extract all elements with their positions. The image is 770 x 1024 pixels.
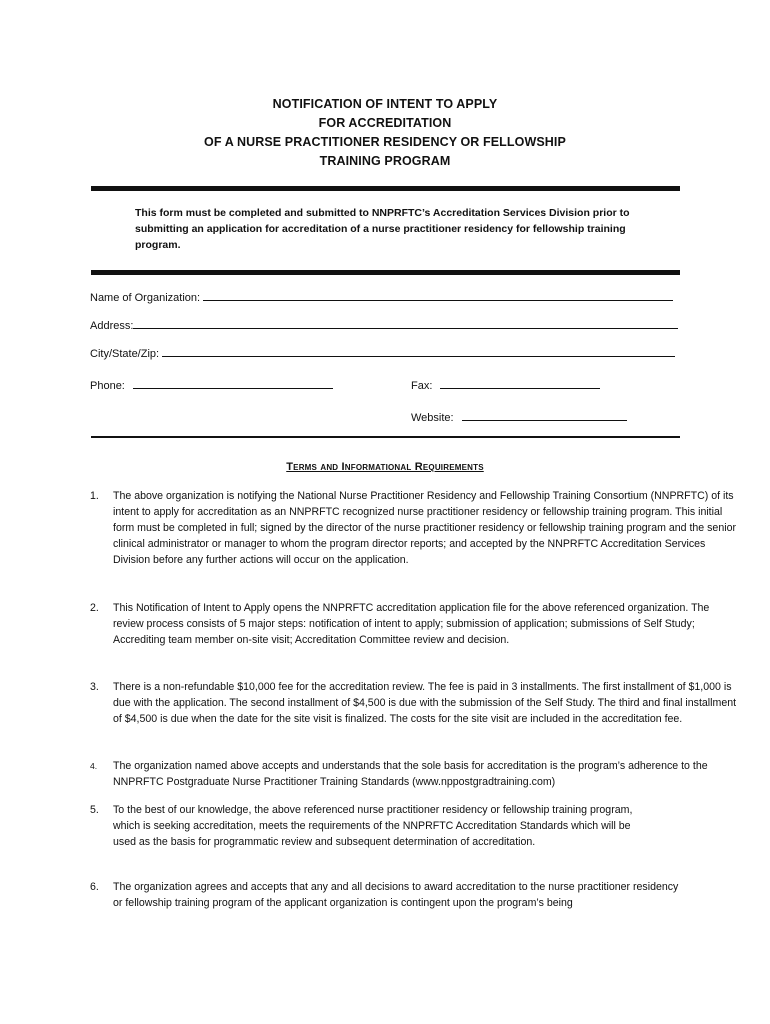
term-number: 2. <box>90 602 99 614</box>
terms-heading: Terms and Informational Requirements <box>286 461 484 473</box>
phone-field <box>90 378 333 393</box>
fax-field <box>411 378 600 393</box>
list-item <box>90 758 740 790</box>
term-text: The above organization is notifying the National Nurse Practitioner Residency and Fellowship Training Consortium (NNPRFTC) of its intent to apply for accreditation as an NNPRFTC recognized nurse practitioner residency or fellowship training program. This initial form must be completed in full; signed by the director of the nurse practitioner residency or fellowship training program and the senior clinical administrator or manager to whom the program director reports; and accepted by the NNPRFTC Accreditation Services Division before any further actions will occur on the application. <box>113 490 736 566</box>
list-item <box>90 679 740 727</box>
fax-input[interactable] <box>440 378 600 389</box>
list-item <box>90 802 740 850</box>
title-line-1: NOTIFICATION OF INTENT TO APPLY <box>272 97 498 111</box>
organization-name-field <box>90 290 673 305</box>
website-label: Website: <box>411 412 454 424</box>
list-item <box>90 488 740 568</box>
form-title <box>90 95 680 171</box>
list-item <box>90 879 740 911</box>
term-number: 5. <box>90 804 99 816</box>
organization-name-label: Name of Organization: <box>90 292 201 304</box>
address-label: Address: <box>90 320 134 332</box>
term-number: 1. <box>90 490 99 502</box>
organization-name-input[interactable] <box>203 290 673 301</box>
term-number: 4. <box>90 761 98 771</box>
term-text: There is a non-refundable $10,000 fee for the accreditation review. The fee is paid in 3 installments. The first installment of $1,000 is due with the application. The second installment of $4,500 is due with the submission of the Self Study. The third and final installment of $4,500 is due when the date for the site visit is finalized. The costs for the site visit are included in the accreditation fee. <box>113 681 737 725</box>
term-text: The organization agrees and accepts that any and all decisions to award accreditation to the nurse practitioner residency or fellowship training program of the applicant organization is contingent upon the program’s being <box>113 881 679 909</box>
city-state-zip-label: City/State/Zip: <box>90 348 160 360</box>
title-line-2: FOR ACCREDITATION <box>318 116 452 130</box>
term-text: This Notification of Intent to Apply opens the NNPRFTC accreditation application file for the above referenced organization. The review process consists of 5 major steps: notification of intent to apply; submission of application; submissions of Self Study; Accrediting team member on-site visit; Accreditation Committee review and decision. <box>113 602 710 646</box>
title-line-4: TRAINING PROGRAM <box>319 154 451 168</box>
title-line-3: OF A NURSE PRACTITIONER RESIDENCY OR FELLOWSHIP <box>204 135 566 149</box>
term-text: To the best of our knowledge, the above referenced nurse practitioner residency or fellowship training program, which is seeking accreditation, meets the requirements of the NNPRFTC Accreditation Standards which will be used as the basis for programmatic review and subsequent determination of accreditation. <box>113 804 633 848</box>
term-text: The organization named above accepts and understands that the sole basis for accreditation is the program’s adherence to the NNPRFTC Postgraduate Nurse Practitioner Training Standards (www.nppostgradtraining.com) <box>113 760 708 788</box>
fax-label: Fax: <box>411 380 433 392</box>
website-field <box>411 410 627 425</box>
phone-input[interactable] <box>133 378 333 389</box>
term-number: 3. <box>90 681 99 693</box>
phone-label: Phone: <box>90 380 125 392</box>
city-state-zip-input[interactable] <box>162 346 675 357</box>
list-item <box>90 600 740 648</box>
term-number: 6. <box>90 881 99 893</box>
divider-middle <box>91 270 680 275</box>
divider-bottom <box>91 436 680 438</box>
intro-text: This form must be completed and submitted to NNPRFTC’s Accreditation Services Division prior to submitting an application for accreditation of a nurse practitioner residency for fellowship training program. <box>135 207 630 251</box>
city-state-zip-field <box>90 346 675 361</box>
address-field <box>90 318 678 333</box>
divider-top <box>91 186 680 191</box>
website-input[interactable] <box>462 410 627 421</box>
address-input[interactable] <box>133 318 678 329</box>
